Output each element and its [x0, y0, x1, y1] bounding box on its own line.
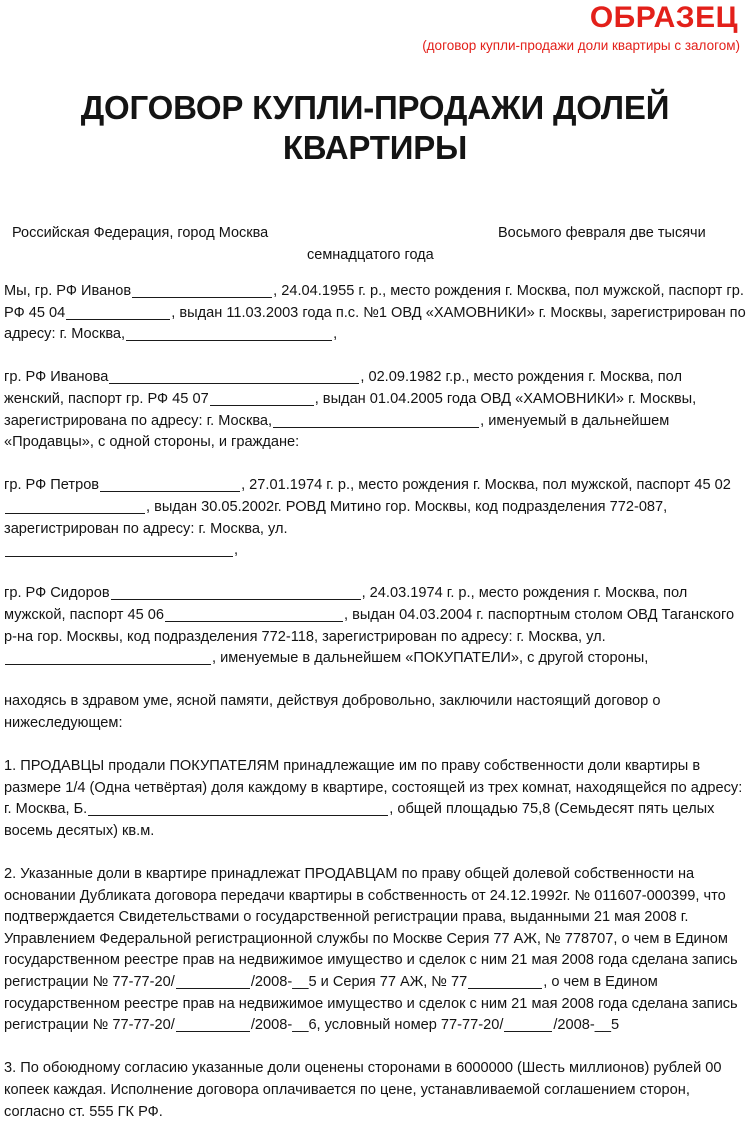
- place-of-signing: Российская Федерация, город Москва: [12, 225, 269, 241]
- buyer-2-segment-1: , 24.03.1974 г. р., место рождения г. Москва, пол мужской, паспорт 45 06: [4, 585, 688, 623]
- clause-2-registration-blank-1[interactable]: [176, 975, 250, 989]
- seller-2-passport-blank[interactable]: [210, 392, 314, 406]
- seller-1-segment-3: ,: [333, 326, 338, 343]
- page-title-line-2: КВАРТИРЫ: [282, 129, 468, 167]
- seller-1-name-blank[interactable]: [132, 284, 272, 298]
- seller-1-segment-1: , 24.04.1955 г. р., место рождения г. Москва, пол мужской, паспорт гр. РФ 45 04: [4, 283, 744, 321]
- buyer-1-segment-1: , 27.01.1974 г. р., место рождения г. Москва, пол мужской, паспорт 45 02: [241, 477, 731, 494]
- clause-2-segment-5: /2008-__5: [553, 1017, 620, 1034]
- buyer-1-passport-blank[interactable]: [5, 500, 145, 514]
- seller-2-name-blank[interactable]: [109, 370, 359, 384]
- party-paragraph-buyer-1: [4, 475, 746, 561]
- clause-2-segment-2: /2008-__5 и Серия 77 АЖ, № 77: [250, 974, 468, 990]
- date-of-signing-line-2: семнадцатого года: [307, 247, 434, 263]
- clause-3: 3. По обоюдному согласию указанные доли оценены сторонами в 6000000 (Шесть миллионов) рублей 00 копеек каждая. Исполнение договора оплачивается по цене, устанавливаемой соглашением сторон, согласно ст. 555 ГК РФ.: [4, 1060, 722, 1120]
- buyer-2-address-blank[interactable]: [5, 651, 211, 665]
- seller-1-address-blank[interactable]: [126, 327, 332, 341]
- seller-1-passport-blank[interactable]: [66, 306, 170, 320]
- clause-1-segment-1: 1. ПРОДАВЦЫ продали ПОКУПАТЕЛЯМ принадлежащие им по праву собственности доли квартиры в размере 1/4 (Одна четвёртая) доля каждому в квартире, состоящей из трех комнат, находящейся по адресу: г. Москва, Б.: [4, 758, 743, 818]
- sample-stamp-subtitle: (договор купли-продажи доли квартиры с залогом): [422, 37, 740, 53]
- party-paragraph-seller-1: [4, 281, 746, 346]
- preamble-closing: находясь в здравом уме, ясной памяти, действуя добровольно, заключили настоящий договор о нижеследующем:: [4, 693, 661, 731]
- clause-2-registration-blank-2[interactable]: [468, 975, 542, 989]
- clause-2-segment-4: /2008-__6, условный номер 77-77-20/: [250, 1017, 504, 1034]
- buyer-1-prefix: гр. РФ Петров: [4, 477, 100, 494]
- clause-2-registration-blank-4[interactable]: [504, 1018, 552, 1032]
- buyer-1-segment-3: ,: [234, 542, 239, 559]
- clause-1: [4, 756, 746, 842]
- buyer-1-segment-2: , выдан 30.05.2002г. РОВД Митино гор. Москвы, код подразделения 772-087, зарегистрирован по адресу: г. Москва, ул.: [4, 498, 668, 537]
- page-title-line-1: ДОГОВОР КУПЛИ-ПРОДАЖИ ДОЛЕЙ: [80, 89, 670, 126]
- buyer-2-segment-2: , выдан 04.03.2004 г. паспортным столом ОВД Таганского р-на гор. Москвы, код подразделения 772-118, зарегистрирован по адресу: г. Москва, ул.: [4, 606, 735, 645]
- clause-2-segment-1: 2. Указанные доли в квартире принадлежат ПРОДАВЦАМ по праву общей долевой собственности на основании Дубликата договора передачи квартиры в собственность от 24.12.1992г. № 011607-000399, что подтверждается Свидетельствами о государственной регистрации права, выданными 21 мая 2008 г. Управлением Федеральной регистрационной службы по Москве Серия 77 АЖ, № 778707, о чем в Едином государственном реестре прав на недвижимое имущество и сделок с ним 21 мая 2008 года сделана запись регистрации № 77-77-20/: [4, 866, 738, 990]
- clause-2-segment-3: , о чем в Едином государственном реестре прав на недвижимое имущество и сделок с ним 21 мая 2008 года сделана запись регистрации № 77-77-20/: [4, 974, 738, 1034]
- seller-2-address-blank[interactable]: [273, 414, 479, 428]
- seller-2-segment-1: , 02.09.1982 г.р., место рождения г. Москва, пол женский, паспорт гр. РФ 45 07: [4, 369, 682, 407]
- clause-1-segment-2: , общей площадью 75,8 (Семьдесят пять целых восемь десятых) кв.м.: [4, 801, 715, 839]
- buyer-2-segment-3: , именуемые в дальнейшем «ПОКУПАТЕЛИ», с другой стороны,: [212, 650, 649, 667]
- buyer-2-passport-blank[interactable]: [165, 608, 343, 622]
- buyer-1-name-blank[interactable]: [100, 478, 240, 492]
- buyer-1-address-blank[interactable]: [5, 543, 233, 557]
- page-title: [0, 88, 750, 169]
- date-of-signing-line-1: Восьмого февраля две тысячи: [498, 225, 706, 241]
- clause-2-registration-blank-3[interactable]: [176, 1018, 250, 1032]
- seller-2-prefix: гр. РФ Иванова: [4, 369, 109, 386]
- clause-2: [4, 864, 746, 1037]
- seller-2-segment-3: , именуемый в дальнейшем «Продавцы», с одной стороны, и граждане:: [4, 412, 670, 451]
- clause-1-address-blank[interactable]: [88, 802, 388, 816]
- buyer-2-prefix: гр. РФ Сидоров: [4, 585, 110, 602]
- buyer-2-name-blank[interactable]: [111, 586, 361, 600]
- sample-stamp: [0, 2, 742, 54]
- seller-2-segment-2: , выдан 01.04.2005 года ОВД «ХАМОВНИКИ» г. Москвы, зарегистрирована по адресу: г. Москва,: [4, 390, 697, 429]
- place-and-date: [12, 222, 740, 263]
- sample-stamp-title: ОБРАЗЕЦ: [589, 1, 738, 34]
- party-paragraph-seller-2: [4, 367, 746, 453]
- seller-1-segment-2: , выдан 11.03.2003 года п.с. №1 ОВД «ХАМОВНИКИ» г. Москвы, зарегистрирован по адресу: г. Москва,: [4, 304, 746, 343]
- seller-1-prefix: Мы, гр. РФ Иванов: [4, 283, 132, 299]
- contract-body: [4, 281, 746, 1123]
- party-paragraph-buyer-2: [4, 583, 746, 669]
